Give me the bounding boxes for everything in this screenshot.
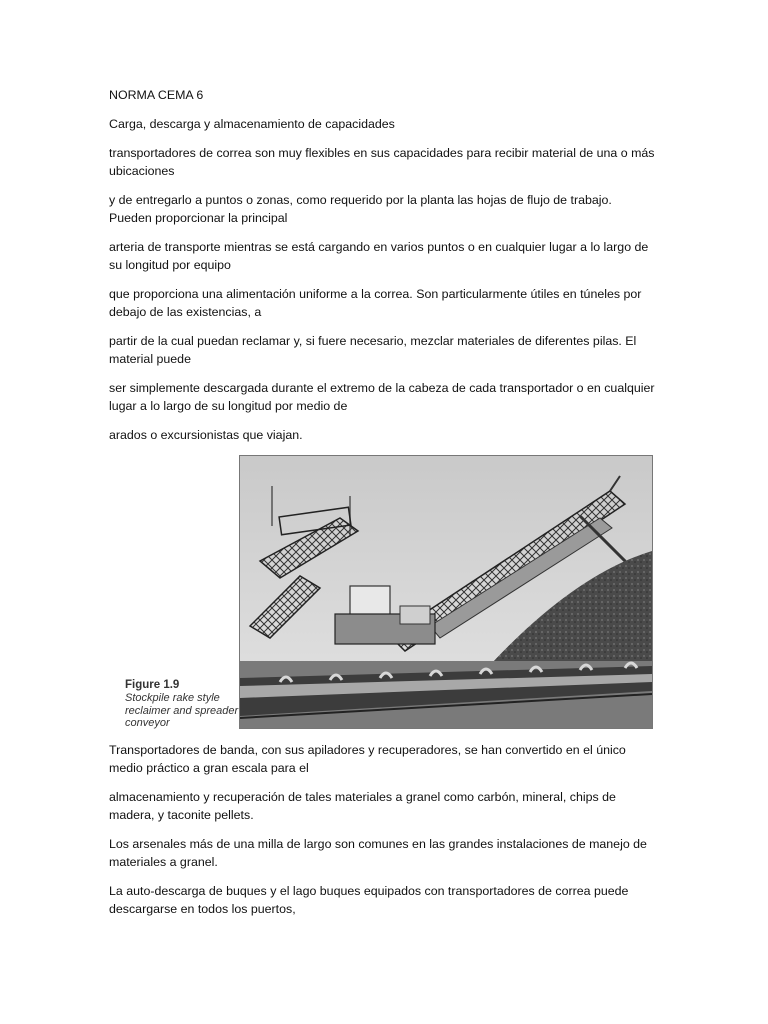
conveyor-photo — [239, 455, 653, 729]
paragraph: que proporciona una alimentación uniforme a la correa. Son particularmente útiles en túneles por debajo de las existencias, a — [109, 287, 642, 319]
paragraph: ser simplemente descargada durante el extremo de la cabeza de cada transportador o en cualquier lugar a lo largo de su longitud por medio de — [109, 381, 655, 413]
paragraph: partir de la cual puedan reclamar y, si fuere necesario, mezclar materiales de diferentes pilas. El material puede — [109, 334, 637, 366]
figure-caption-text: Stockpile rake style reclaimer and spreader conveyor — [125, 692, 239, 729]
paragraph: almacenamiento y recuperación de tales materiales a granel como carbón, mineral, chips de madera, y taconite pellets. — [109, 790, 616, 822]
figure-label: Figure 1.9 — [125, 679, 180, 691]
document-subheading: Carga, descarga y almacenamiento de capacidades — [109, 117, 395, 131]
paragraph: Transportadores de banda, con sus apiladores y recuperadores, se han convertido en el único medio práctico a gran escala para el — [109, 743, 626, 775]
paragraph: Los arsenales más de una milla de largo son comunes en las grandes instalaciones de manejo de materiales a granel. — [109, 837, 647, 869]
paragraph: y de entregarlo a puntos o zonas, como requerido por la planta las hojas de flujo de trabajo. Pueden proporcionar la principal — [109, 193, 612, 225]
paragraph: arados o excursionistas que viajan. — [109, 428, 303, 442]
figure — [109, 455, 657, 729]
paragraph: transportadores de correa son muy flexibles en sus capacidades para recibir material de una o más ubicaciones — [109, 146, 655, 178]
document-heading: NORMA CEMA 6 — [109, 88, 204, 102]
figure-caption — [125, 679, 240, 729]
paragraph: La auto-descarga de buques y el lago buques equipados con transportadores de correa puede descargarse en todos los puertos, — [109, 884, 629, 916]
paragraph: arteria de transporte mientras se está cargando en varios puntos o en cualquier lugar a lo largo de su longitud por equipo — [109, 240, 649, 272]
reclaimer-conveyor-illustration — [240, 456, 652, 728]
document-body — [109, 86, 657, 929]
